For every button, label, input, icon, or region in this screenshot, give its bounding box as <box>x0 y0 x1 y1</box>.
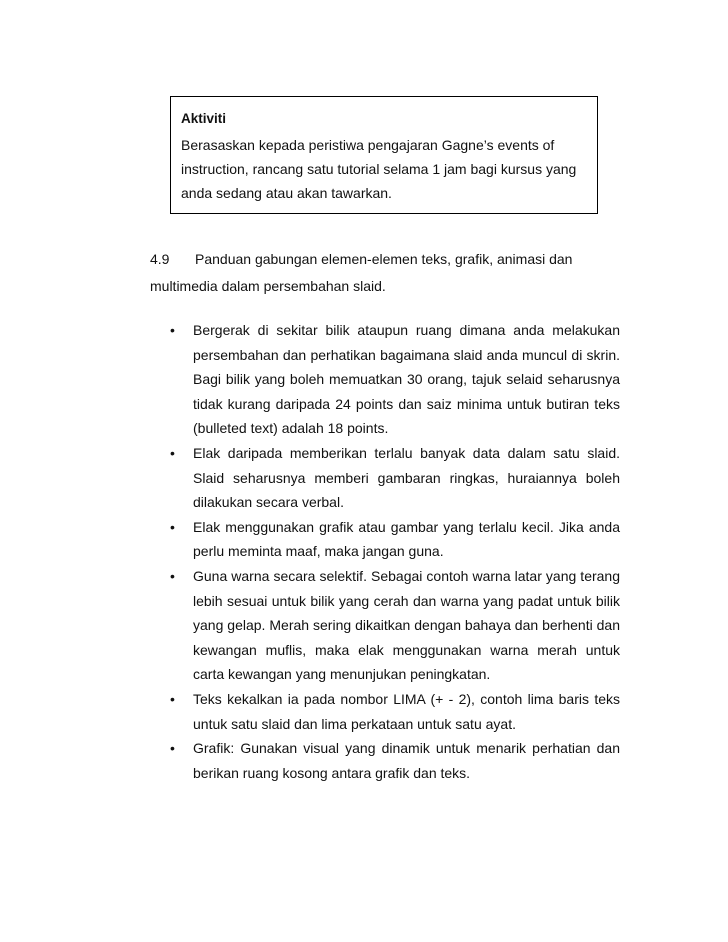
list-item <box>150 564 620 687</box>
bullet-icon: • <box>170 740 175 757</box>
list-item-text: Grafik: Gunakan visual yang dinamik untuk menarik perhatian dan berikan ruang kosong antara grafik dan teks. <box>193 740 620 781</box>
bullet-icon: • <box>170 518 175 535</box>
list-item-text: Elak menggunakan grafik atau gambar yang terlalu kecil. Jika anda perlu meminta maaf, maka jangan guna. <box>193 518 620 560</box>
list-item-text: Elak daripada memberikan terlalu banyak data dalam satu slaid. Slaid seharusnya memberi gambaran ringkas, huraiannya boleh dilakukan secara verbal. <box>193 444 620 511</box>
section-title: Panduan gabungan elemen-elemen teks, grafik, animasi dan multimedia dalam persembahan slaid. <box>150 251 573 294</box>
bullet-icon: • <box>170 567 175 584</box>
activity-box <box>170 96 598 214</box>
list-item-text: Bergerak di sekitar bilik ataupun ruang dimana anda melakukan persembahan dan perhatikan bagaimana slaid anda muncul di skrin. Bagi bilik yang boleh memuatkan 30 orang, tajuk selaid seharusnya tidak kurang daripada 24 points dan saiz minima untuk butiran teks (bulleted text) adalah 18 points. <box>193 322 620 437</box>
activity-text: Berasaskan kepada peristiwa pengajaran Gagne’s events of instruction, rancang satu tutorial selama 1 jam bagi kursus yang anda sedang atau akan tawarkan. <box>181 137 577 201</box>
list-item <box>150 318 620 441</box>
section-number: 4.9 <box>150 251 170 267</box>
bullet-list <box>150 318 620 785</box>
section-heading <box>150 246 620 300</box>
activity-title: Aktiviti <box>181 111 227 126</box>
list-item <box>150 515 620 564</box>
list-item-text: Guna warna secara selektif. Sebagai contoh warna latar yang terang lebih sesuai untuk bilik yang cerah dan warna yang padat untuk bilik yang gelap. Merah sering dikaitkan dengan bahaya dan berhenti dan kewangan muflis, maka elak menggunakan warna merah untuk carta kewangan yang menunjukan peningkatan. <box>193 567 620 683</box>
list-item-text: Teks kekalkan ia pada nombor LIMA (+ - 2), contoh lima baris teks untuk satu slaid dan lima perkataan untuk satu ayat. <box>193 690 620 732</box>
list-item <box>150 736 620 785</box>
bullet-icon: • <box>170 690 175 707</box>
bullet-icon: • <box>170 322 175 338</box>
list-item <box>150 441 620 515</box>
list-item <box>150 687 620 736</box>
bullet-icon: • <box>170 444 175 461</box>
